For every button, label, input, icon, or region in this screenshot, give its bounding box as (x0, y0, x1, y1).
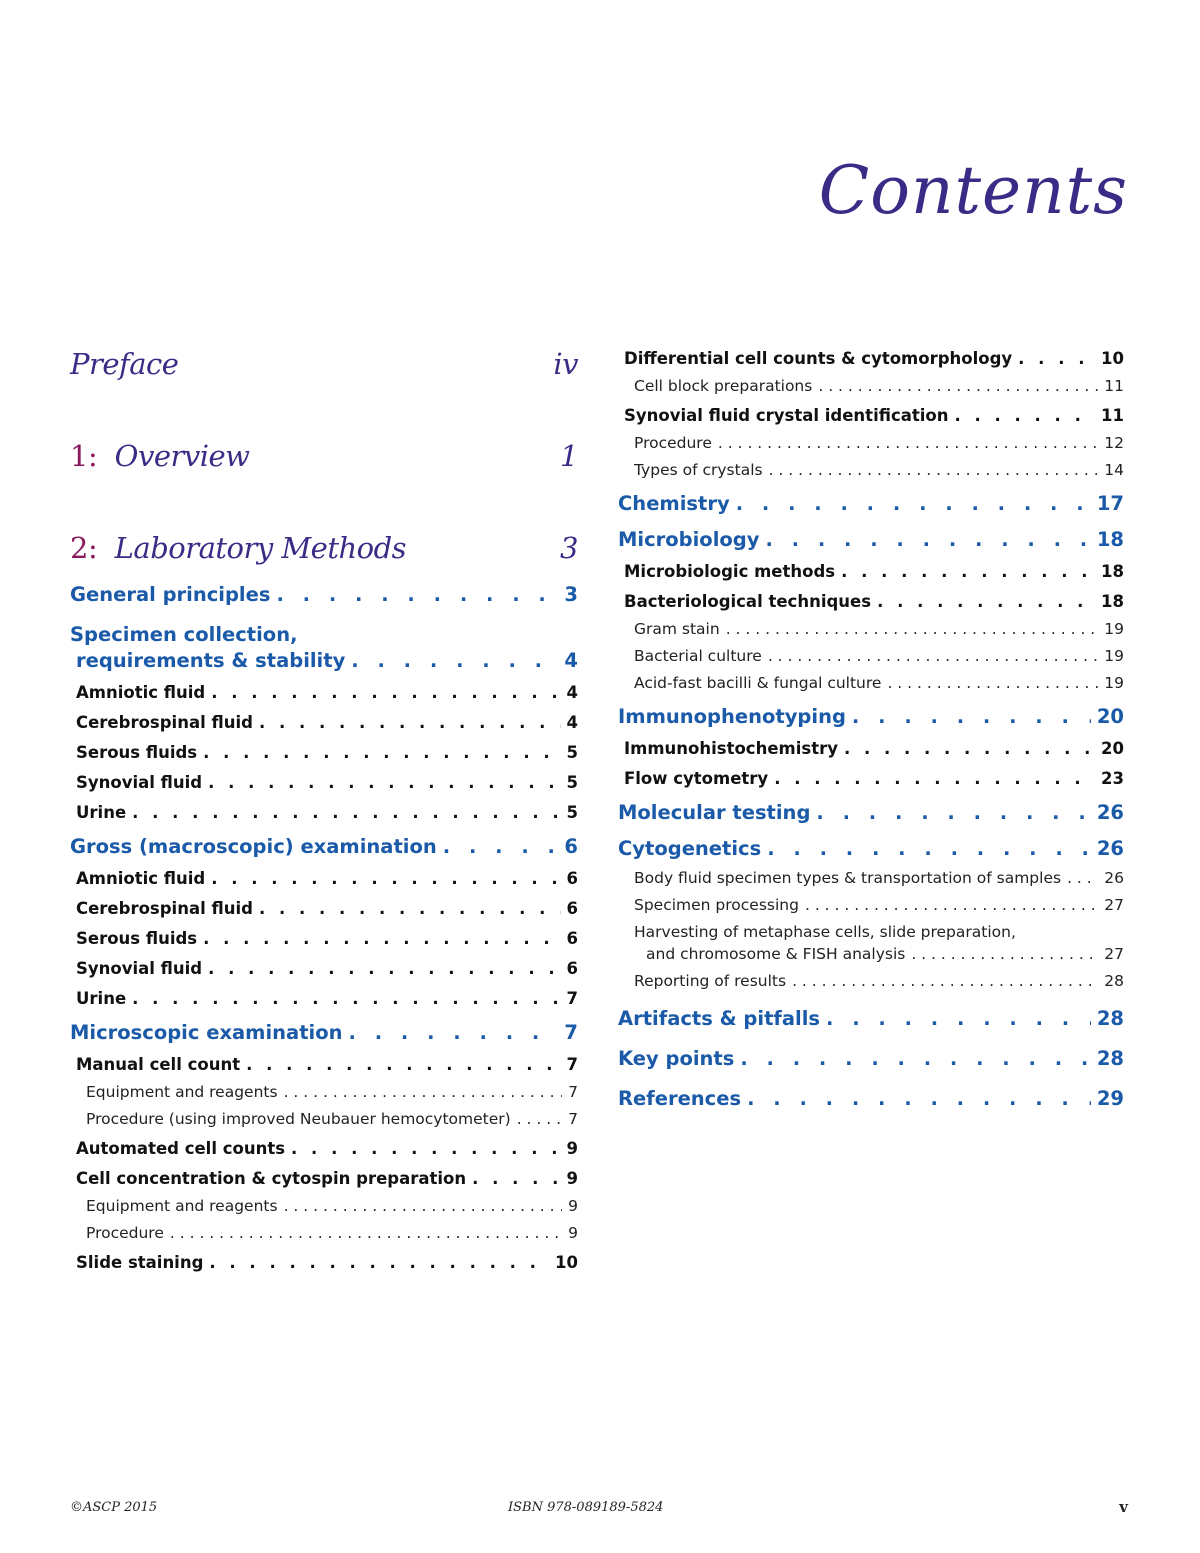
toc-label: Flow cytometry (624, 769, 769, 788)
toc-label: Urine (76, 803, 127, 822)
toc-label: Reporting of results (634, 972, 787, 990)
toc-preface[interactable] (70, 340, 578, 388)
toc-label: Key points (618, 1047, 735, 1070)
toc-page: 26 (1104, 869, 1124, 887)
toc-page: 9 (566, 1139, 578, 1158)
toc-label: Amniotic fluid (76, 869, 206, 888)
toc-gross-examination[interactable] (70, 834, 578, 860)
toc-label: Equipment and reagents (86, 1083, 278, 1101)
toc-label: Bacterial culture (634, 647, 762, 665)
toc-label: Differential cell counts & cytomorphology (624, 349, 1013, 368)
toc-label-line1: Harvesting of metaphase cells, slide preparation, (634, 923, 1016, 941)
toc-page: 4 (564, 649, 578, 672)
toc-label: Overview (114, 439, 250, 473)
toc-chapter-1[interactable] (70, 432, 578, 480)
toc-label: Automated cell counts (76, 1139, 286, 1158)
toc-right-column (618, 348, 1124, 1112)
toc-label: Artifacts & pitfalls (618, 1007, 821, 1030)
toc-page: 9 (568, 1197, 578, 1215)
toc-label: Microbiology (618, 528, 760, 551)
toc-cell-concentration[interactable] (70, 1168, 578, 1190)
toc-entry[interactable] (618, 672, 1124, 694)
toc-page: 27 (1104, 896, 1124, 914)
page-number: v (1119, 1498, 1128, 1516)
toc-label-line2: and chromosome & FISH analysis (646, 945, 906, 963)
toc-left-column (70, 340, 578, 1274)
toc-page: 17 (1096, 492, 1124, 515)
toc-page: 5 (566, 803, 578, 822)
toc-specimen-collection[interactable] (70, 622, 578, 674)
toc-label: Immunohistochemistry (624, 739, 838, 758)
toc-manual-cell-count[interactable] (70, 1054, 578, 1076)
toc-label: Amniotic fluid (76, 683, 206, 702)
toc-page: 19 (1104, 674, 1124, 692)
toc-entry[interactable] (70, 712, 578, 734)
toc-immunohistochemistry[interactable] (618, 738, 1124, 760)
toc-entry[interactable] (70, 682, 578, 704)
toc-label: Molecular testing (618, 801, 811, 824)
toc-page: 28 (1104, 972, 1124, 990)
toc-page: 29 (1096, 1087, 1124, 1110)
toc-page: 9 (566, 1169, 578, 1188)
toc-page: 6 (564, 835, 578, 858)
toc-entry[interactable] (70, 1222, 578, 1244)
toc-microbiologic-methods[interactable] (618, 561, 1124, 583)
toc-label: Procedure (634, 434, 712, 452)
toc-page: 19 (1104, 647, 1124, 665)
toc-entry[interactable] (70, 802, 578, 824)
toc-entry[interactable] (618, 459, 1124, 481)
toc-page: 7 (564, 1021, 578, 1044)
toc-entry[interactable] (70, 742, 578, 764)
toc-chapter-2[interactable] (70, 524, 578, 572)
toc-page: 4 (566, 683, 578, 702)
toc-entry[interactable] (70, 898, 578, 920)
toc-label: Specimen processing (634, 896, 799, 914)
toc-label: Cytogenetics (618, 837, 762, 860)
toc-label: Gram stain (634, 620, 720, 638)
toc-label: Types of crystals (634, 461, 763, 479)
toc-chemistry[interactable] (618, 491, 1124, 517)
toc-immunophenotyping[interactable] (618, 704, 1124, 730)
toc-page: 6 (566, 929, 578, 948)
page-title: Contents (818, 152, 1128, 229)
toc-page: 26 (1096, 837, 1124, 860)
toc-page: 26 (1096, 801, 1124, 824)
toc-entry[interactable] (70, 1195, 578, 1217)
toc-entry[interactable] (70, 772, 578, 794)
toc-label: Synovial fluid crystal identification (624, 406, 949, 425)
toc-microbiology[interactable] (618, 527, 1124, 553)
toc-label: Procedure (86, 1224, 164, 1242)
toc-page: 7 (566, 989, 578, 1008)
toc-label: Synovial fluid (76, 959, 203, 978)
toc-bacteriological-techniques[interactable] (618, 591, 1124, 613)
toc-references[interactable] (618, 1086, 1124, 1112)
toc-page: 7 (568, 1083, 578, 1101)
toc-general-principles[interactable] (70, 582, 578, 608)
toc-page: 19 (1104, 620, 1124, 638)
toc-label: Manual cell count (76, 1055, 241, 1074)
toc-label: Gross (macroscopic) examination (70, 835, 437, 858)
toc-label: Serous fluids (76, 929, 198, 948)
toc-page: 14 (1104, 461, 1124, 479)
toc-automated-cell-counts[interactable] (70, 1138, 578, 1160)
toc-label: Bacteriological techniques (624, 592, 872, 611)
toc-label: References (618, 1087, 742, 1110)
toc-label: Preface (70, 347, 179, 381)
toc-page: 12 (1104, 434, 1124, 452)
toc-entry[interactable] (618, 618, 1124, 640)
toc-flow-cytometry[interactable] (618, 768, 1124, 790)
toc-page: 11 (1101, 406, 1124, 425)
toc-page: 7 (566, 1055, 578, 1074)
toc-label-line2: requirements & stability (76, 649, 346, 672)
toc-microscopic-examination[interactable] (70, 1020, 578, 1046)
chapter-number: 2: (70, 531, 98, 565)
toc-entry[interactable] (70, 988, 578, 1010)
toc-entry[interactable] (618, 970, 1124, 992)
toc-page: 18 (1101, 592, 1124, 611)
toc-page: 6 (566, 959, 578, 978)
toc-page: 3 (564, 583, 578, 606)
toc-label: Procedure (using improved Neubauer hemocytometer) (86, 1110, 511, 1128)
chapter-number: 1: (70, 439, 98, 473)
toc-entry[interactable] (70, 958, 578, 980)
toc-page: 5 (566, 773, 578, 792)
toc-entry[interactable] (70, 1081, 578, 1103)
toc-label: Cell concentration & cytospin preparation (76, 1169, 467, 1188)
toc-label: Cerebrospinal fluid (76, 899, 253, 918)
toc-page: 27 (1104, 945, 1124, 963)
isbn-text: ISBN 978-089189-5824 (508, 1500, 664, 1515)
toc-page: 28 (1096, 1047, 1124, 1070)
toc-label: Equipment and reagents (86, 1197, 278, 1215)
toc-page: 5 (566, 743, 578, 762)
toc-label: General principles (70, 583, 271, 606)
toc-label: Chemistry (618, 492, 730, 515)
toc-page: 6 (566, 899, 578, 918)
toc-entry[interactable] (618, 894, 1124, 916)
toc-label: Urine (76, 989, 127, 1008)
toc-key-points[interactable] (618, 1046, 1124, 1072)
toc-page: iv (553, 347, 578, 381)
toc-label: Acid-fast bacilli & fungal culture (634, 674, 882, 692)
toc-page: 11 (1104, 377, 1124, 395)
toc-page: 20 (1096, 705, 1124, 728)
toc-differential-counts[interactable] (618, 348, 1124, 370)
toc-label: Immunophenotyping (618, 705, 846, 728)
toc-entry[interactable] (618, 645, 1124, 667)
toc-page: 20 (1101, 739, 1124, 758)
toc-label: Cell block preparations (634, 377, 813, 395)
toc-page: 10 (1101, 349, 1124, 368)
toc-label: Slide staining (76, 1253, 204, 1272)
toc-page: 18 (1101, 562, 1124, 581)
copyright-text: ©ASCP 2015 (70, 1500, 158, 1515)
toc-page: 23 (1101, 769, 1124, 788)
toc-slide-staining[interactable] (70, 1252, 578, 1274)
toc-entry[interactable] (70, 1108, 578, 1130)
toc-page: 1 (560, 439, 578, 473)
toc-page: 3 (560, 531, 578, 565)
toc-harvesting[interactable] (618, 921, 1124, 965)
toc-molecular-testing[interactable] (618, 800, 1124, 826)
toc-cytogenetics[interactable] (618, 836, 1124, 862)
toc-label: Serous fluids (76, 743, 198, 762)
toc-label: Body fluid specimen types & transportation of samples (634, 869, 1062, 887)
toc-page: 7 (568, 1110, 578, 1128)
toc-label: Microbiologic methods (624, 562, 836, 581)
toc-entry[interactable] (618, 375, 1124, 397)
toc-label: Synovial fluid (76, 773, 203, 792)
toc-label: Laboratory Methods (114, 531, 407, 565)
toc-label: Cerebrospinal fluid (76, 713, 253, 732)
toc-entry[interactable] (70, 868, 578, 890)
toc-label: Microscopic examination (70, 1021, 343, 1044)
toc-synovial-crystal[interactable] (618, 405, 1124, 427)
toc-entry[interactable] (70, 928, 578, 950)
toc-page: 4 (566, 713, 578, 732)
toc-page: 28 (1096, 1007, 1124, 1030)
toc-page: 9 (568, 1224, 578, 1242)
toc-page: 6 (566, 869, 578, 888)
toc-entry[interactable] (618, 867, 1124, 889)
toc-page: 18 (1096, 528, 1124, 551)
toc-label-line1: Specimen collection, (70, 623, 298, 646)
toc-entry[interactable] (618, 432, 1124, 454)
toc-page: 10 (555, 1253, 578, 1272)
toc-artifacts-pitfalls[interactable] (618, 1006, 1124, 1032)
